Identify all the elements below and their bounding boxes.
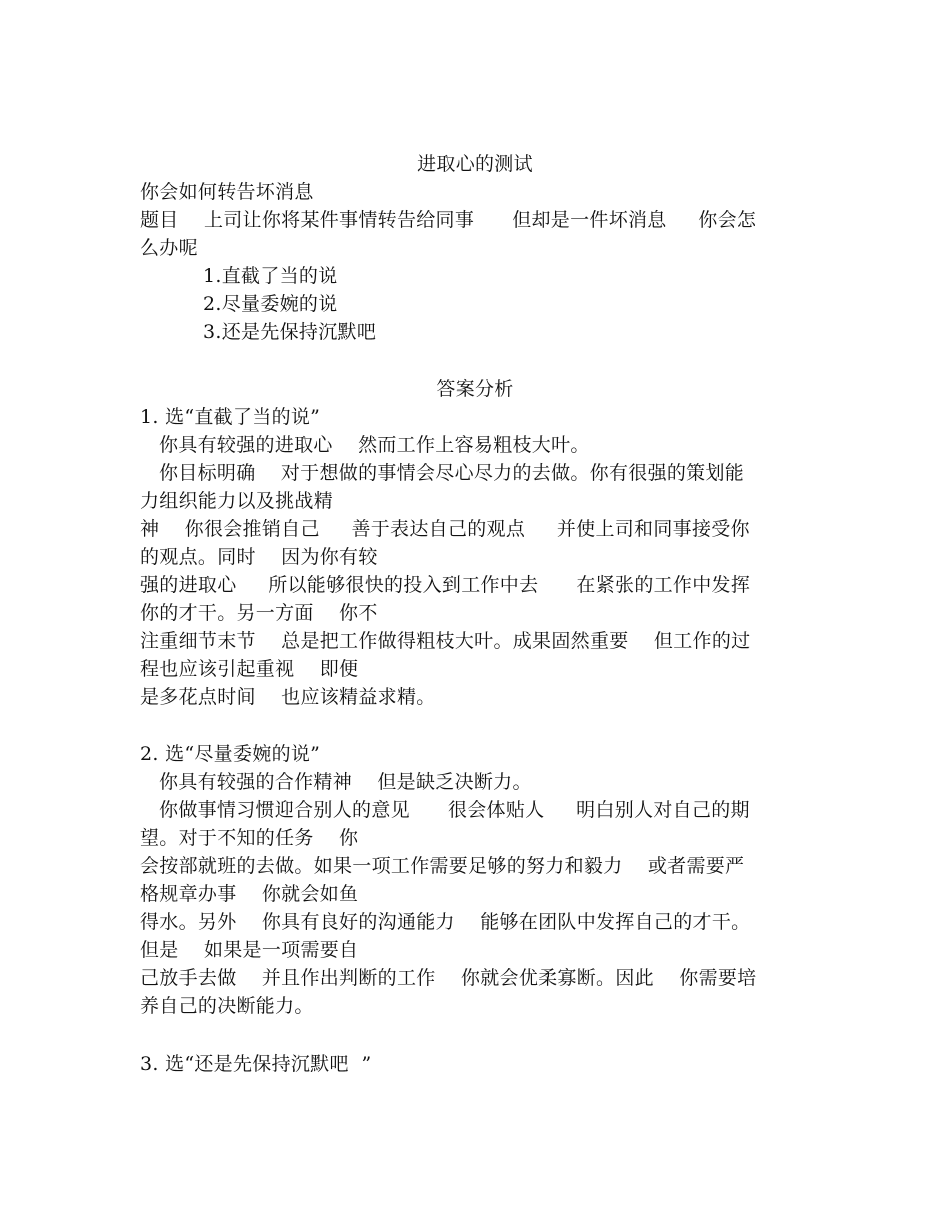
answer-text-line: 你做事情习惯迎合别人的意见 很会体贴人 明白别人对自己的期 bbox=[140, 799, 750, 821]
answer-choice-heading: 2. 选“尽量委婉的说” bbox=[140, 743, 321, 765]
answer-text-line: 强的进取心 所以能够很快的投入到工作中去 在紧张的工作中发挥 bbox=[140, 574, 751, 596]
answer-text-line: 但是 如果是一项需要自 bbox=[140, 939, 359, 961]
option-item: 1.直截了当的说 bbox=[203, 265, 338, 287]
answer-text-line: 神 你很会推销自己 善于表达自己的观点 并使上司和同事接受你 bbox=[140, 518, 750, 540]
answer-text-line: 注重细节末节 总是把工作做得粗枝大叶。成果固然重要 但工作的过 bbox=[140, 630, 751, 652]
answer-text-line: 得水。另外 你具有良好的沟通能力 能够在团队中发挥自己的才干。 bbox=[140, 911, 751, 933]
answer-choice-heading: 1. 选“直截了当的说” bbox=[140, 406, 321, 428]
analysis-title: 答案分析 bbox=[436, 378, 514, 400]
option-item: 2.尽量委婉的说 bbox=[203, 293, 338, 315]
question-heading: 你会如何转告坏消息 bbox=[140, 181, 314, 203]
answer-text-line: 你的才干。另一方面 你不 bbox=[140, 602, 378, 624]
question-prompt-line: 么办呢 bbox=[140, 237, 198, 259]
answer-text-line: 会按部就班的去做。如果一项工作需要足够的努力和毅力 或者需要严 bbox=[140, 855, 745, 877]
answer-text-line: 你目标明确 对于想做的事情会尽心尽力的去做。你有很强的策划能 bbox=[140, 462, 745, 484]
answer-text-line: 的观点。同时 因为你有较 bbox=[140, 546, 378, 568]
answer-text-line: 力组织能力以及挑战精 bbox=[140, 490, 334, 512]
answer-text-line: 格规章办事 你就会如鱼 bbox=[140, 883, 359, 905]
option-item: 3.还是先保持沉默吧 bbox=[203, 321, 377, 343]
answer-text-line: 养自己的决断能力。 bbox=[140, 995, 314, 1017]
answer-text-line: 你具有较强的进取心 然而工作上容易粗枝大叶。 bbox=[140, 434, 590, 456]
answer-text-line: 望。对于不知的任务 你 bbox=[140, 827, 359, 849]
answer-text-line: 程也应该引起重视 即便 bbox=[140, 658, 359, 680]
question-prompt-line: 题目 上司让你将某件事情转告给同事 但却是一件坏消息 你会怎 bbox=[140, 209, 757, 231]
answer-text-line: 你具有较强的合作精神 但是缺乏决断力。 bbox=[140, 771, 532, 793]
answer-choice-heading: 3. 选“还是先保持沉默吧 ” bbox=[140, 1053, 372, 1075]
answer-text-line: 己放手去做 并且作出判断的工作 你就会优柔寡断。因此 你需要培 bbox=[140, 967, 757, 989]
document-title: 进取心的测试 bbox=[417, 153, 533, 175]
answer-text-line: 是多花点时间 也应该精益求精。 bbox=[140, 686, 436, 708]
